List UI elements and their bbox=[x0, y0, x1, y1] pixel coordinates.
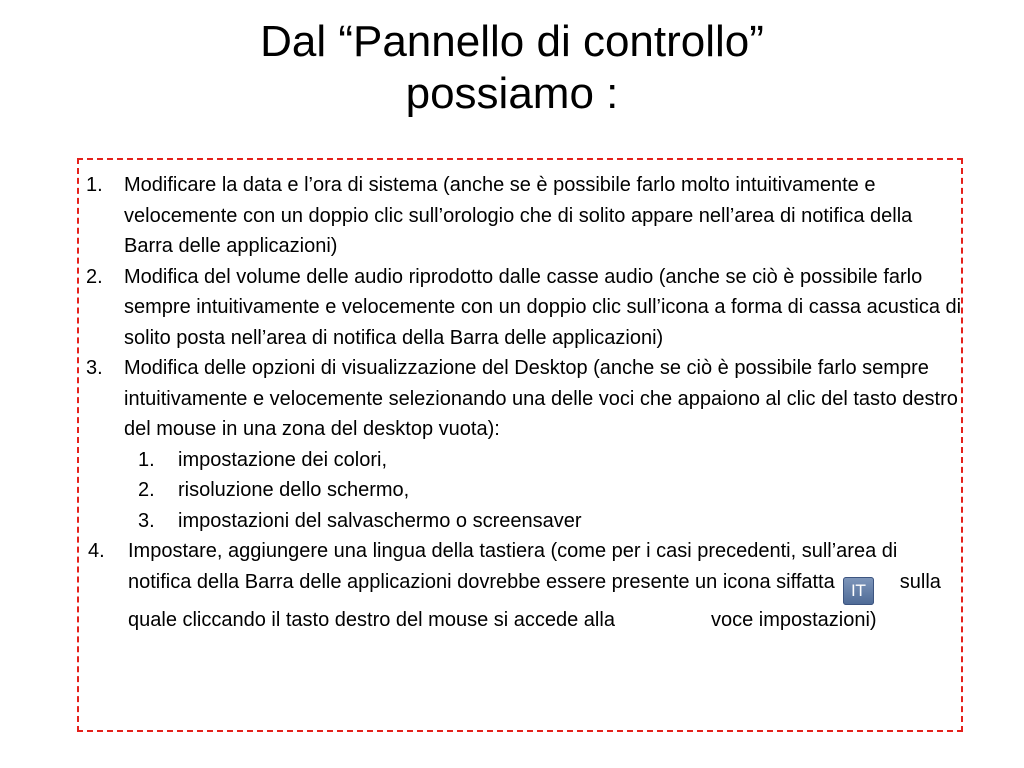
list-item-number: 3. bbox=[86, 357, 103, 379]
list-item bbox=[82, 170, 962, 262]
list-item-text-part2: sulla quale cliccando il tasto destro del mouse si accede alla bbox=[128, 570, 941, 631]
slide-title bbox=[0, 16, 1024, 120]
list-item bbox=[82, 262, 962, 354]
list-item-number: 2. bbox=[86, 265, 103, 288]
language-indicator-icon: IT bbox=[843, 577, 874, 605]
list-item-number: 4. bbox=[88, 540, 105, 562]
sub-list-item-text: risoluzione dello schermo, bbox=[178, 479, 410, 501]
list-item-text-part1: Impostare, aggiungere una lingua della tastiera (come per i casi precedenti, sull’area di notifica della Barra delle applicazioni dovrebbe essere presente un icona siffatta bbox=[128, 540, 898, 593]
sub-list-item-number: 1. bbox=[138, 448, 155, 471]
slide-title-line2: possiamo : bbox=[405, 69, 619, 118]
list-item-text: Modifica del volume delle audio riprodotto dalle casse audio (anche se ciò è possibile farlo sempre intuitivamente e velocemente con un doppio clic sull’icona a forma di cassa acustica di solito posta nell’area di notifica della Barra delle applicazioni) bbox=[124, 265, 962, 349]
content-list bbox=[82, 170, 962, 635]
list-item-text: Modificare la data e l’ora di sistema (anche se è possibile farlo molto intuitivamente e velocemente con un doppio clic sull’orologio che di solito appare nell’area di notifica della Barra delle applicazioni) bbox=[124, 174, 913, 257]
sub-list-item-number: 2. bbox=[138, 479, 155, 501]
slide-title-line1: Dal “Pannello di controllo” bbox=[260, 17, 764, 66]
sub-list-item-text: impostazione dei colori, bbox=[178, 448, 387, 471]
sub-list-item-text: impostazioni del salvaschermo o screensaver bbox=[178, 509, 582, 532]
sub-list-item bbox=[82, 445, 962, 476]
sub-list-item bbox=[82, 506, 962, 537]
list-item-number: 1. bbox=[86, 174, 103, 196]
sub-list-item-number: 3. bbox=[138, 509, 155, 532]
list-item bbox=[82, 353, 962, 445]
list-item-text: Modifica delle opzioni di visualizzazione del Desktop (anche se ciò è possibile farlo sempre intuitivamente e velocemente selezionando una delle voci che appaiono al clic del tasto destro del mouse in una zona del desktop vuota): bbox=[124, 357, 958, 440]
list-item bbox=[82, 536, 962, 635]
list-item-text-part3: voce impostazioni) bbox=[710, 608, 877, 631]
sub-list-item bbox=[82, 475, 962, 506]
